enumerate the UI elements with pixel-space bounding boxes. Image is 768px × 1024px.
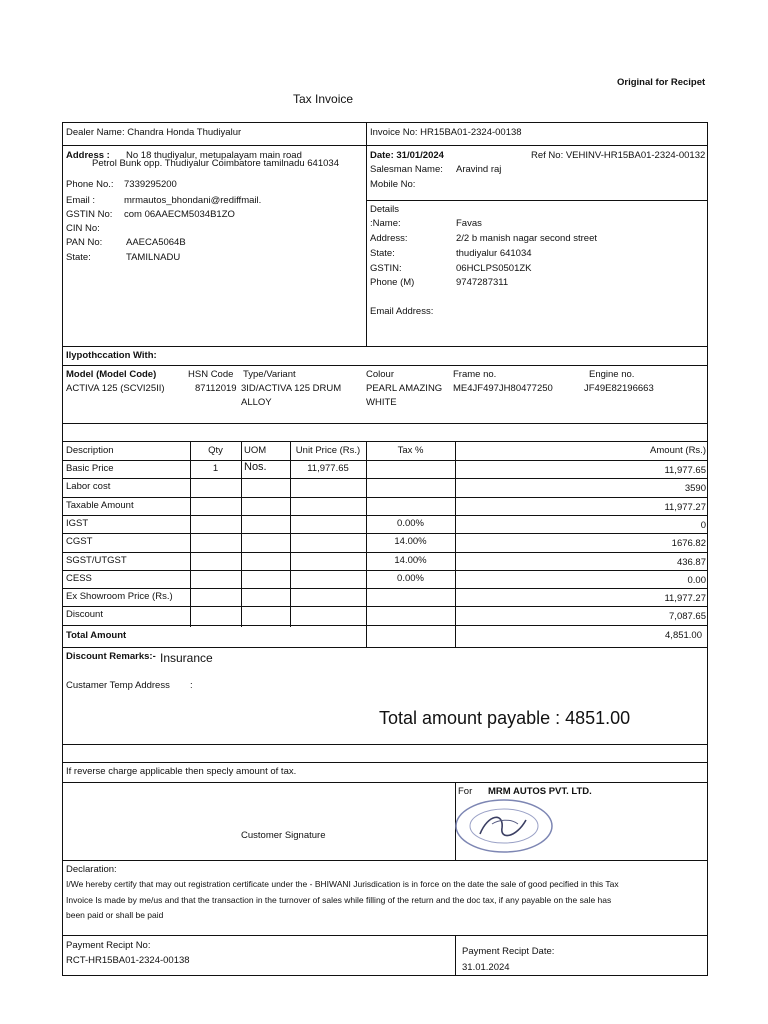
dealer-state-label: State: — [66, 252, 91, 263]
customer-address-label: Address: — [370, 233, 408, 244]
dealer-phone: 7339295200 — [124, 179, 177, 190]
cell-amount: 0.00 — [687, 574, 706, 586]
hypothecation-label: Ilypothccation With: — [66, 350, 157, 361]
customer-name: Favas — [456, 218, 482, 229]
dealer-email-label: Email : — [66, 195, 96, 206]
frame-header: Frame no. — [453, 369, 497, 380]
cell-amount: 7,087.65 — [669, 611, 706, 623]
total-value: 4,851.00 — [665, 630, 702, 641]
divider — [366, 200, 708, 201]
row-divider — [62, 570, 708, 571]
divider — [62, 744, 708, 745]
model-header: Model (Model Code) — [66, 369, 157, 380]
reverse-charge-note: If reverse charge applicable then specly amount of tax. — [66, 766, 297, 777]
row-divider — [62, 497, 708, 498]
divider — [62, 365, 708, 366]
dealer-phone-label: Phone No.: — [66, 179, 114, 190]
col-uom-header: UOM — [244, 445, 267, 456]
hsn-header: HSN Code — [188, 369, 234, 380]
cell-amount: 0 — [700, 519, 706, 531]
customer-details-label: Details — [370, 204, 400, 215]
col-qty-header: Qty — [208, 445, 223, 456]
dealer-name: Dealer Name: Chandra Honda Thudiyalur — [66, 127, 242, 138]
cell-uom: Nos. — [244, 461, 267, 473]
salesman-label: Salesman Name: — [370, 164, 443, 175]
discount-remarks-label: Discount Remarks:- — [66, 651, 156, 662]
company-stamp — [452, 794, 556, 854]
colour-value-line2: WHITE — [366, 397, 397, 408]
dealer-gstin-label: GSTIN No: — [66, 209, 113, 220]
customer-gstin-label: GSTIN: — [370, 263, 402, 274]
row-divider — [62, 588, 708, 589]
cell-unit-price: 11,977.65 — [307, 463, 349, 474]
receipt-date: 31.01.2024 — [462, 962, 510, 973]
customer-phone-label: Phone (M) — [370, 277, 415, 288]
cell-description: IGST — [66, 517, 89, 529]
divider — [62, 647, 708, 648]
row-divider — [62, 625, 708, 626]
cell-description: Taxable Amount — [66, 499, 134, 511]
cell-description: CGST — [66, 536, 93, 548]
receipt-no: RCT-HR15BA01-2324-00138 — [66, 955, 190, 966]
cell-description: Discount — [66, 609, 103, 621]
col-amount-header: Amount (Rs.) — [650, 445, 706, 456]
cell-description: Ex Showroom Price (Rs.) — [66, 591, 173, 603]
cell-amount: 11,977.27 — [664, 501, 706, 513]
dealer-cin-label: CIN No: — [66, 223, 100, 234]
colour-value-line1: PEARL AMAZING — [366, 383, 443, 394]
divider — [62, 935, 708, 936]
frame-value: ME4JF497JH80477250 — [453, 383, 553, 394]
engine-value: JF49E82196663 — [584, 383, 654, 394]
colour-header: Colour — [366, 369, 394, 380]
cell-tax: 14.00% — [394, 536, 427, 548]
divider — [455, 441, 456, 647]
hsn-value: 87112019 — [195, 383, 237, 394]
declaration-line3: been paid or shall be paid — [66, 910, 164, 920]
cell-amount: 3590 — [684, 483, 706, 495]
cell-description: SGST/UTGST — [66, 554, 127, 566]
dealer-pan-label: PAN No: — [66, 237, 103, 248]
type-value-line2: ALLOY — [241, 397, 272, 408]
customer-gstin: 06HCLPS0501ZK — [456, 263, 532, 274]
customer-email-label: Email Address: — [370, 306, 434, 317]
cell-amount: 1676.82 — [671, 538, 706, 550]
divider — [62, 860, 708, 861]
row-divider — [62, 460, 708, 461]
mobile-label: Mobile No: — [370, 179, 416, 190]
company-name: MRM AUTOS PVT. LTD. — [488, 786, 592, 797]
customer-name-label: :Name: — [370, 218, 401, 229]
cell-tax: 0.00% — [397, 517, 424, 529]
invoice-number: Invoice No: HR15BA01-2324-00138 — [370, 127, 522, 138]
cell-amount: 11,977.65 — [664, 465, 706, 476]
discount-remarks-value: Insurance — [160, 651, 213, 665]
customer-state-label: State: — [370, 248, 395, 259]
divider — [62, 346, 708, 347]
cell-description: Basic Price — [66, 463, 114, 474]
cell-amount: 11,977.27 — [664, 593, 706, 605]
col-description-header: Description — [66, 445, 114, 456]
divider — [62, 423, 708, 424]
dealer-state: TAMILNADU — [126, 252, 181, 263]
customer-state: thudiyalur 641034 — [456, 248, 532, 259]
cell-tax: 14.00% — [394, 554, 427, 566]
temp-address-separator: : — [190, 680, 193, 691]
total-label: Total Amount — [66, 630, 127, 641]
salesman-name: Aravind raj — [456, 164, 502, 175]
divider — [455, 935, 456, 976]
row-divider — [62, 515, 708, 516]
cell-tax: 0.00% — [397, 572, 424, 584]
cell-qty: 1 — [212, 463, 219, 474]
row-divider — [62, 606, 708, 607]
dealer-address-label: Address : — [66, 150, 110, 161]
cell-description: Labor cost — [66, 481, 111, 493]
row-divider — [62, 552, 708, 553]
declaration-line1: I/We hereby certify that may out registration certificate under the - BHIWANI Jurisdication is in force on the date the sale of good pecified in this Tax — [66, 879, 619, 889]
engine-header: Engine no. — [589, 369, 635, 380]
divider — [62, 762, 708, 763]
cell-amount: 436.87 — [676, 556, 706, 568]
row-divider — [62, 478, 708, 479]
cell-description: CESS — [66, 572, 92, 584]
customer-phone: 9747287311 — [456, 277, 509, 288]
for-label: For — [458, 786, 473, 797]
model-value: ACTIVA 125 (SCVI25II) — [66, 383, 165, 394]
dealer-email: mrmautos_bhondani@rediffmail. — [124, 195, 262, 206]
receipt-date-label: Payment Recipt Date: — [462, 946, 555, 957]
total-payable: Total amount payable : 4851.00 — [379, 708, 631, 728]
page-title: Tax Invoice — [293, 92, 354, 106]
dealer-pan: AAECA5064B — [126, 237, 186, 248]
copy-label: Original for Recipet — [617, 77, 706, 88]
declaration-label: Declaration: — [66, 864, 117, 875]
type-header: Type/Variant — [243, 369, 296, 380]
col-tax-header: Tax % — [397, 445, 424, 456]
invoice-date: Date: 31/01/2024 — [370, 150, 444, 161]
divider — [62, 441, 708, 442]
divider — [62, 782, 708, 783]
col-unit-price-header: Unit Price (Rs.) — [295, 445, 361, 456]
customer-address: 2/2 b manish nagar second street — [456, 233, 598, 244]
customer-signature-label: Customer Signature — [241, 830, 326, 841]
divider — [62, 145, 708, 146]
row-divider — [62, 533, 708, 534]
dealer-gstin: com 06AAECM5034B1ZO — [124, 209, 235, 220]
receipt-no-label: Payment Recipt No: — [66, 940, 151, 951]
temp-address-label: Custamer Temp Address — [66, 680, 170, 691]
declaration-line2: Invoice Is made by me/us and that the transaction in the turnover of sales while filling of the return and the doc tax, if any payable on the sale has — [66, 895, 612, 905]
dealer-address-line1: No 18 thudiyalur, metupalayam main road — [126, 150, 302, 161]
ref-number: Ref No: VEHINV-HR15BA01-2324-00132 — [531, 150, 706, 161]
divider — [366, 122, 367, 346]
dealer-address-line2: Petrol Bunk opp. Thudiyalur Coimbatore tamilnadu 641034 — [92, 158, 339, 169]
type-value-line1: 3ID/ACTIVA 125 DRUM — [241, 383, 342, 394]
